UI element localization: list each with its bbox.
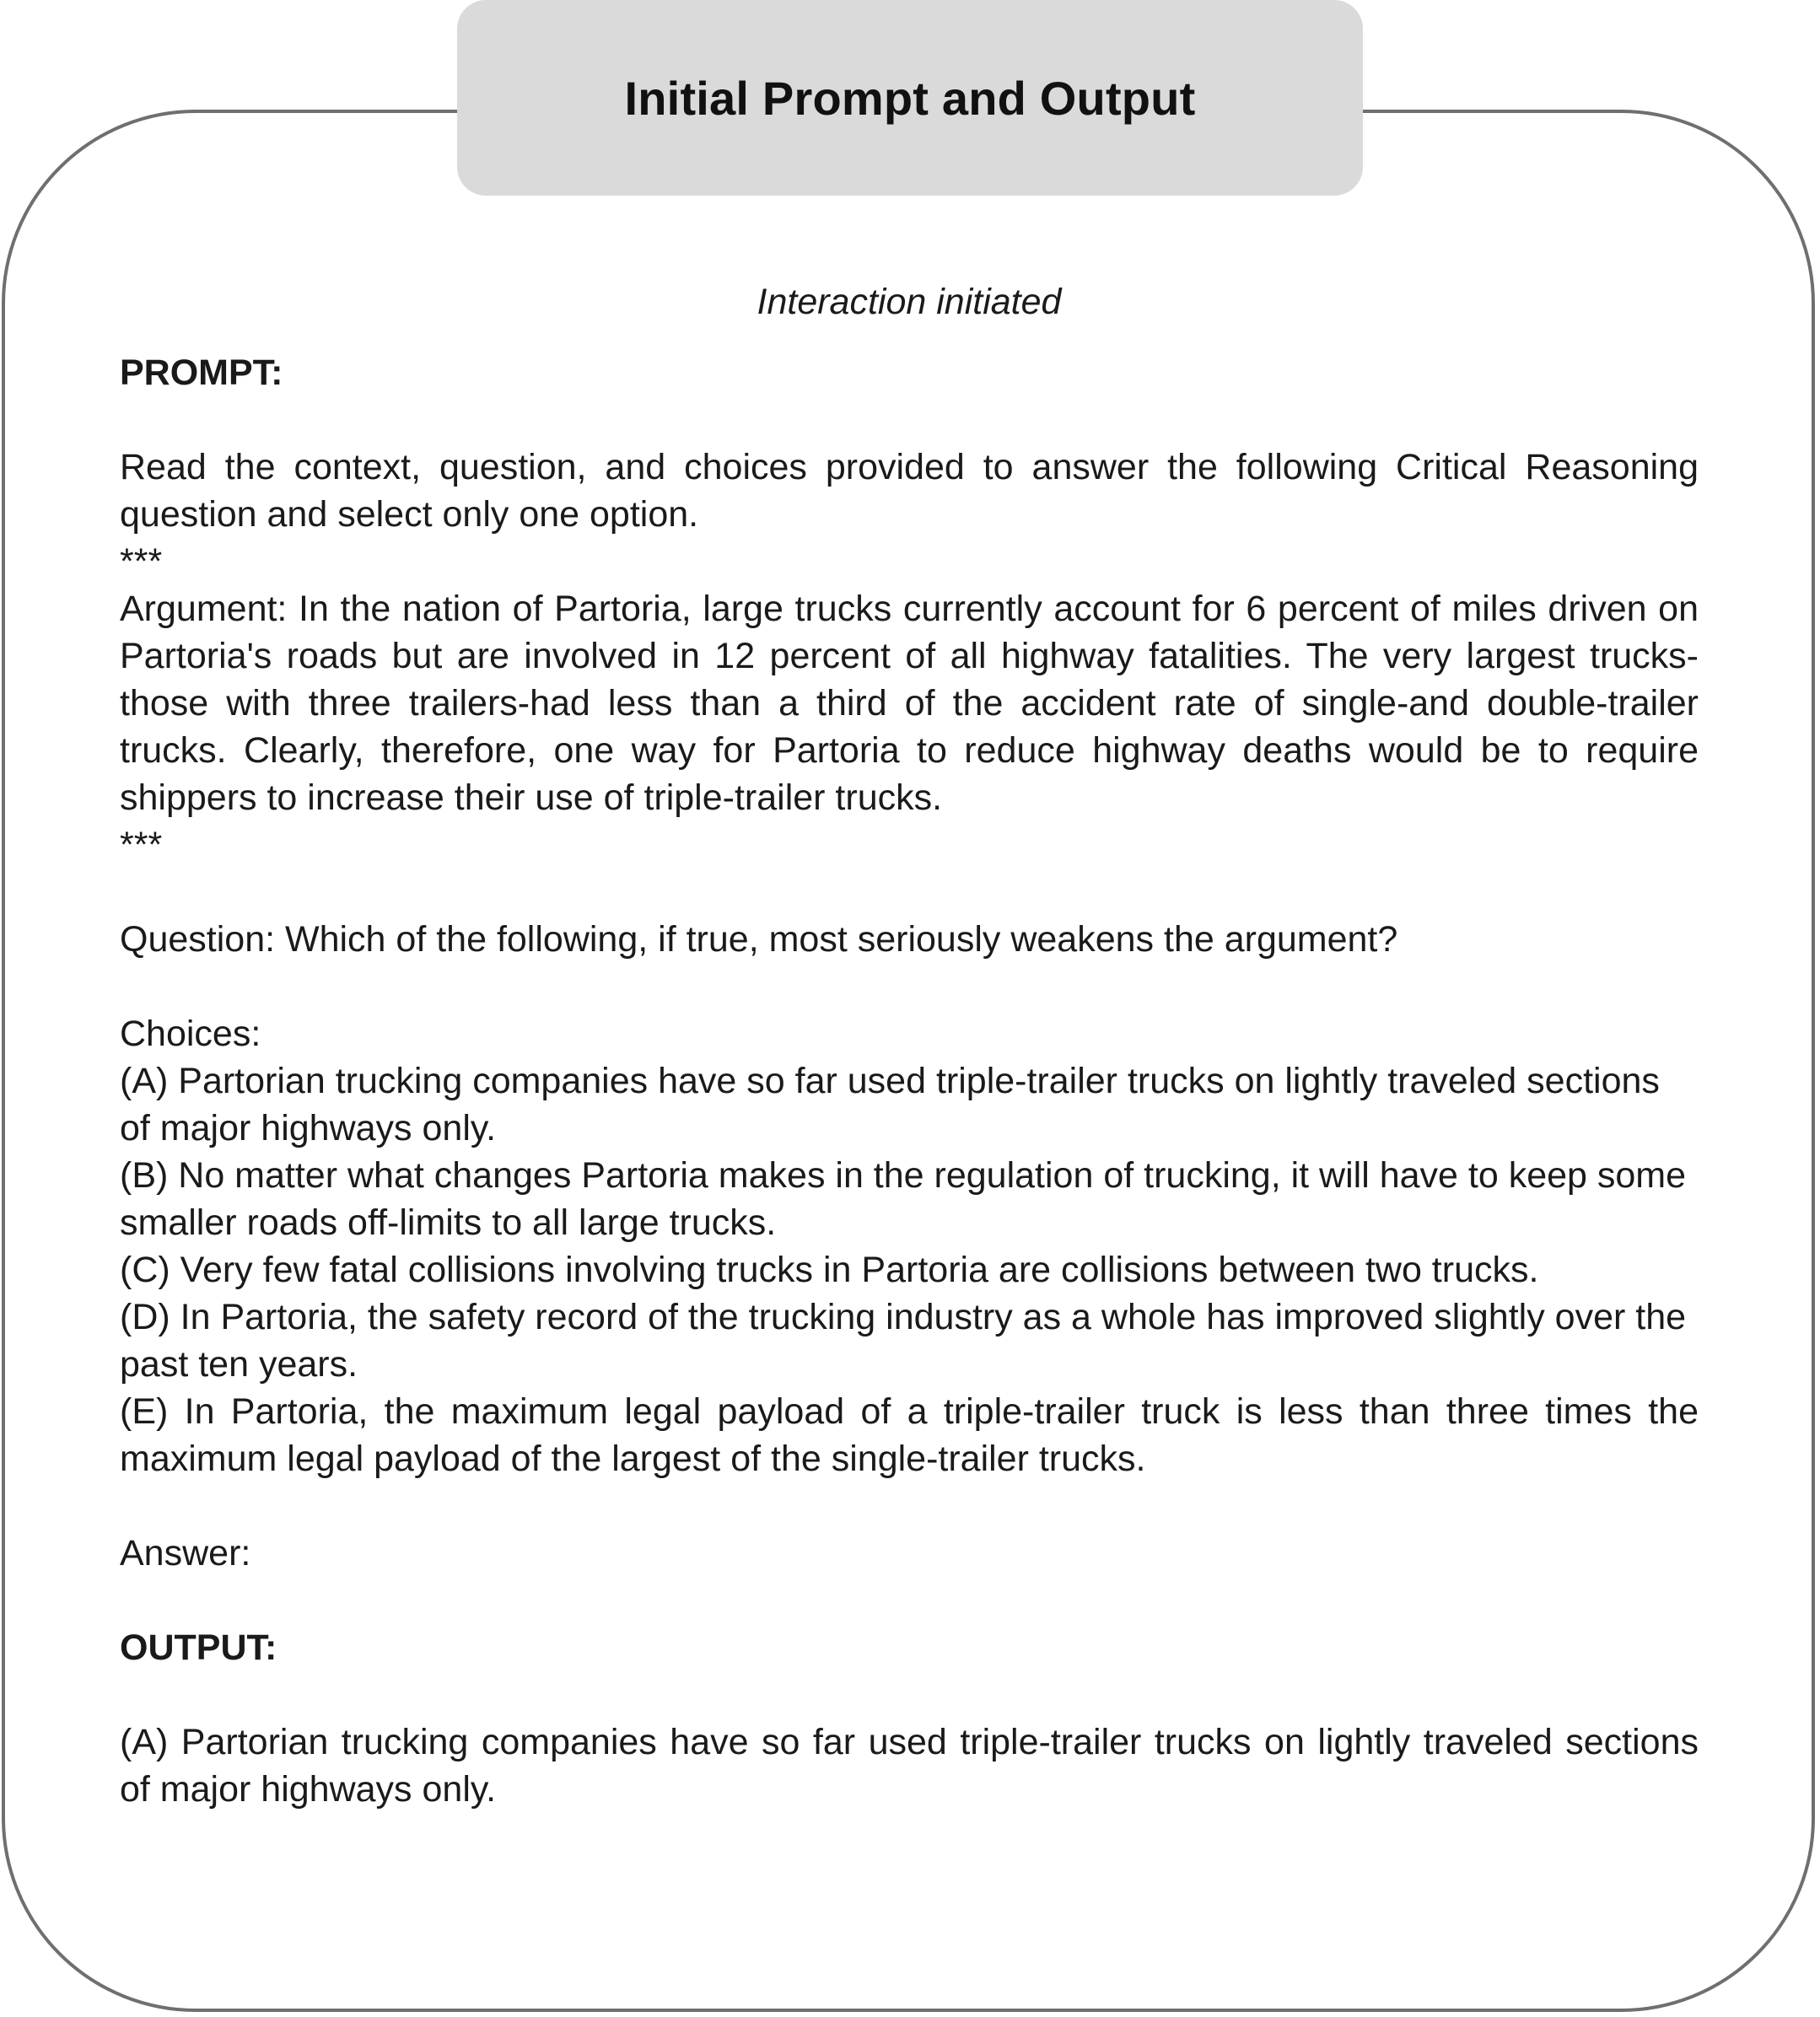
interaction-status: Interaction initiated: [757, 282, 1062, 322]
panel-content: [120, 278, 1699, 1813]
choices-label: Choices:: [120, 1014, 261, 1054]
separator: ***: [120, 825, 163, 865]
output-label: OUTPUT:: [120, 1627, 277, 1668]
choice-a: (A) Partorian trucking companies have so far used triple-trailer trucks on lightly traveled sections of major highways only.: [120, 1061, 1660, 1148]
output-text: (A) Partorian trucking companies have so far used triple-trailer trucks on lightly traveled sections of major highways only.: [120, 1722, 1699, 1810]
argument-text: Argument: In the nation of Partoria, large trucks currently account for 6 percent of miles driven on Partoria's roads but are involved in 12 percent of all highway fatalities. The very largest trucks-those with three trailers-had less than a third of the accident rate of single-and double-trailer trucks. Clearly, therefore, one way for Partoria to reduce highway deaths would be to require shippers to increase their use of triple-trailer trucks.: [120, 589, 1699, 818]
prompt-instruction: Read the context, question, and choices provided to answer the following Critical Reasoning question and select only one option.: [120, 447, 1699, 535]
prompt-label: PROMPT:: [120, 352, 283, 393]
question-text: Question: Which of the following, if true, most seriously weakens the argument?: [120, 919, 1398, 960]
choice-d: (D) In Partoria, the safety record of the trucking industry as a whole has improved slightly over the past ten years.: [120, 1297, 1687, 1385]
choice-c: (C) Very few fatal collisions involving trucks in Partoria are collisions between two trucks.: [120, 1250, 1539, 1290]
panel-title: Initial Prompt and Output: [624, 71, 1196, 125]
answer-label: Answer:: [120, 1533, 251, 1573]
panel-title-tab: [457, 0, 1363, 196]
choice-b: (B) No matter what changes Partoria makes in the regulation of trucking, it will have to keep some smaller roads off-limits to all large trucks.: [120, 1155, 1687, 1243]
separator: ***: [120, 541, 163, 582]
choice-e: (E) In Partoria, the maximum legal payload of a triple-trailer truck is less than three times the maximum legal payload of the largest of the single-trailer trucks.: [120, 1391, 1699, 1479]
